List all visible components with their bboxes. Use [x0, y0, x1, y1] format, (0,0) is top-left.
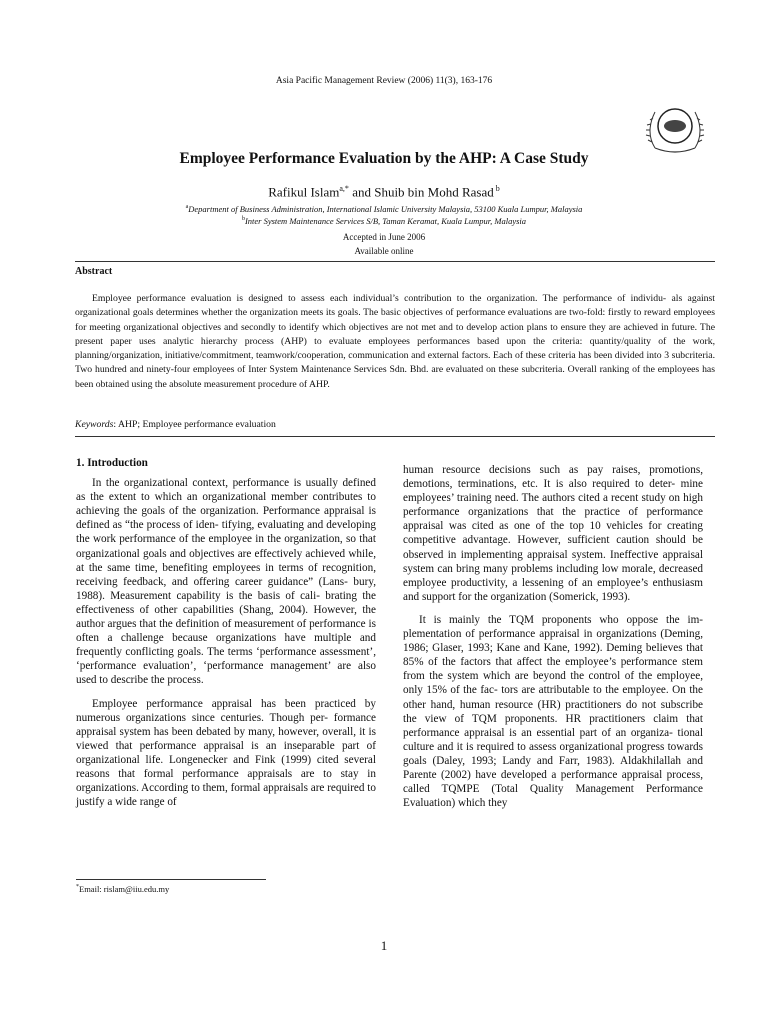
paper-title: Employee Performance Evaluation by the AHP: A Case Study [179, 150, 589, 167]
available-online: Available online [354, 246, 414, 256]
affiliation-b [0, 216, 768, 226]
right-column [403, 463, 703, 810]
affiliation-b-mark: b [241, 216, 245, 223]
footnote-email: Email: rislam@iiu.edu.my [79, 884, 170, 894]
footnote-rule [76, 879, 266, 880]
footnote [76, 884, 169, 894]
body-paragraph: Employee performance appraisal has been practiced by numerous organizations since centuries. Though per- formance appraisal system has been debated by many, however, overall, it is viewed that performance appraisal is an inseparable part of organizational life. Longenecker and Fink (1999) cited several reasons that formal performance appraisals are to stay in organizations. According to them, formal appraisals are required to justify a wide range of [76, 697, 376, 809]
body-paragraph: It is mainly the TQM proponents who oppose the im- plementation of performance appraisal in organizations (Deming, 1986; Glaser, 1993; Kane and Kane, 1992). Deming believes that 85% of the factors that affect the employee’s performance stem from the system which are beyond the control of the employee, only 15% of the fac- tors are attributable to the employee. On the other hand, human resource (HR) practitioners do not subscribe the view of TQM proponents. HR practitioners claim that performance appraisal is an essential part of an organiza- tional culture and it is required to assess organizational progress towards goals (Daley, 1993; Landy and Farr, 1983). Aldakhilallah and Parente (2002) have developed a performance appraisal process, called TQMPE (Total Quality Management Performance Evaluation) which they [403, 613, 703, 810]
abstract-text: Employee performance evaluation is designed to assess each individual’s contribution to the organization. The performance of individu- als against organizational goals determines whether the organization meets its goals. The basic objectives of performance evaluations are two-fold: firstly to reward employees for meeting organizational objectives and secondly to identify which objectives are not met and to develop action plans to ensure they are achieved in future. The present paper uses analytic hierarchy process (AHP) to evaluate employees performances based upon the criteria: quantity/quality of the work, planning/organization, initiative/commitment, teamwork/cooperation, communication and external factors. Each of these criteria has been divided into 3 subcriteria. Two hundred and ninety-four employees of Inter System Maintenance Services Sdn. Bhd. are evaluated on these subcriteria. Overall ranking of the employees has been obtained using the absolute measurement procedure of AHP. [75, 293, 715, 390]
left-column [76, 456, 376, 809]
keywords-label: Keywords [75, 419, 114, 430]
keywords-text: : AHP; Employee performance evaluation [113, 419, 276, 430]
author-joiner: and [348, 184, 375, 200]
bottom-rule [75, 436, 715, 437]
affiliation-a-mark: a [185, 204, 189, 211]
keywords [75, 419, 276, 430]
affiliation-b-text: Inter System Maintenance Services S/B, Taman Keramat, Kuala Lumpur, Malaysia [244, 216, 527, 226]
author-1-mark: a,* [339, 184, 349, 193]
author-1: Rafikul Islam [268, 184, 340, 200]
abstract-heading: Abstract [75, 266, 113, 277]
affiliation-a [0, 204, 768, 214]
journal-logo [641, 96, 709, 156]
author-2: Shuib bin Mohd Rasad [374, 184, 494, 200]
top-rule [75, 261, 715, 262]
journal-citation: Asia Pacific Management Review (2006) 11(3), 163-176 [275, 76, 493, 86]
accepted-date: Accepted in June 2006 [342, 232, 426, 242]
affiliation-a-text: Department of Business Administration, International Islamic University Malaysia, 53100 Kuala Lumpur, Malaysia [188, 204, 583, 214]
author-line [0, 184, 768, 200]
body-paragraph: human resource decisions such as pay raises, promotions, demotions, terminations, etc. It is also required to deter- mine employees’ training need. The authors cited a recent study on high performance organizations that the practice of performance appraisal was cited as one of the top 10 vehicles for creating competitive advantage. However, sufficient caution should be observed in implementing appraisal system. Ineffective appraisal system can bring many problems including low morale, decreased employee productivity, a lessening of an employee’s enthusiasm and support for the organization (Somerick, 1993). [403, 464, 703, 603]
footnote-mark: * [76, 884, 79, 891]
author-2-mark: b [493, 184, 500, 193]
logo-globe [664, 120, 686, 132]
body-paragraph: In the organizational context, performance is usually defined as the extent to which an organizational member contributes to achieving the goals of the organization. Performance appraisal is defined as “the process of iden- tifying, evaluating and developing the work performance of the employee in the organization, so that organizational goals and objectives are effectively achieved while, at the same time, benefiting employees in terms of recognition, receiving feedback, and offering career guidance” (Lans- bury, 1988). Measurement capability is the basis of cali- brating the effectiveness of other capabilities (Shang, 2004). However, the author argues that the definition of measurement of performance is often a challenge because organizations have multiple and frequently conflicting goals. The terms ‘performance assessment’, ‘performance evaluation’, ‘performance management’ are also used to describe the process. [76, 477, 376, 687]
page-number: 1 [380, 938, 388, 953]
section-heading: 1. Introduction [76, 457, 148, 469]
